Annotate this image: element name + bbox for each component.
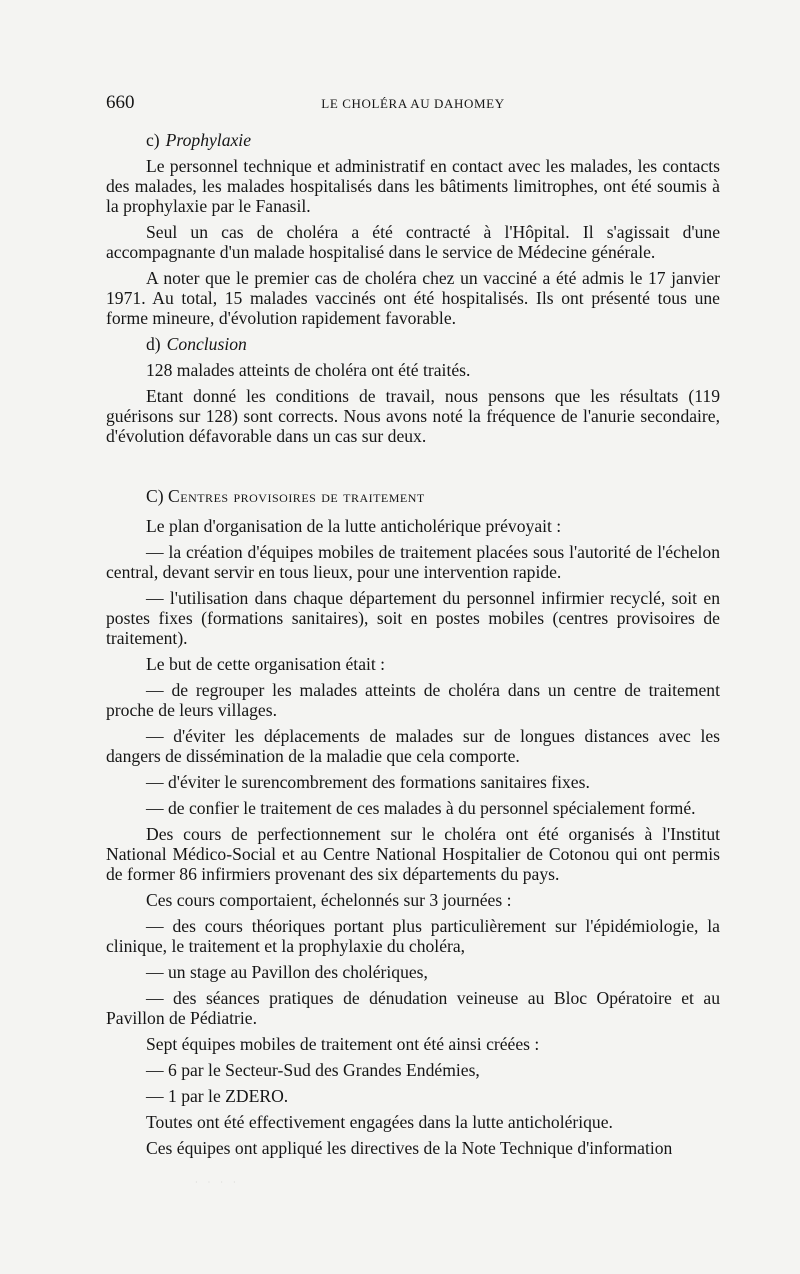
list-item: — 6 par le Secteur-Sud des Grandes Endémies,	[146, 1060, 480, 1080]
paragraph: 128 malades atteints de choléra ont été traités.	[146, 360, 471, 380]
paragraph: Le but de cette organisation était :	[146, 654, 386, 674]
subheading-label: d)	[146, 334, 161, 354]
body-text	[106, 130, 720, 1164]
list-item: — l'utilisation dans chaque département du personnel infirmier recyclé, soit en postes fixes (formations sanitaires), soit en postes mobiles (centres provisoires de traitement).	[106, 588, 720, 648]
subheading-prophylaxie	[146, 130, 720, 150]
subheading-title: Conclusion	[166, 334, 247, 354]
list-item: — la création d'équipes mobiles de traitement placées sous l'autorité de l'échelon central, devant servir en tous lieux, pour une intervention rapide.	[106, 542, 720, 582]
list-item: — un stage au Pavillon des cholériques,	[146, 962, 428, 982]
paragraph: Seul un cas de choléra a été contracté à l'Hôpital. Il s'agissait d'une accompagnante d'un malade hospitalisé dans le service de Médecine générale.	[106, 222, 720, 262]
paragraph: Le personnel technique et administratif en contact avec les malades, les contacts des malades, les malades hospitalisés dans les bâtiments limitrophes, ont été soumis à la prophylaxie par le Fanasil.	[106, 156, 720, 216]
page-number: 660	[106, 92, 135, 113]
paragraph: Ces cours comportaient, échelonnés sur 3 journées :	[146, 890, 512, 910]
paragraph: Ces équipes ont appliqué les directives de la Note Technique d'information	[146, 1138, 673, 1158]
list-item: — 1 par le ZDERO.	[146, 1086, 289, 1106]
list-item: — d'éviter les déplacements de malades sur de longues distances avec les dangers de dissémination de la maladie que cela comporte.	[106, 726, 720, 766]
list-item: — des cours théoriques portant plus particulièrement sur l'épidémiologie, la clinique, le traitement et la prophylaxie du choléra,	[106, 916, 720, 956]
list-item: — de regrouper les malades atteints de choléra dans un centre de traitement proche de leurs villages.	[106, 680, 720, 720]
section-heading	[146, 486, 720, 506]
list-item: — des séances pratiques de dénudation veineuse au Bloc Opératoire et au Pavillon de Pédiatrie.	[106, 988, 720, 1028]
paragraph: Sept équipes mobiles de traitement ont été ainsi créées :	[146, 1034, 540, 1054]
paragraph: Des cours de perfectionnement sur le choléra ont été organisés à l'Institut National Médico-Social et au Centre National Hospitalier de Cotonou qui ont permis de former 86 infirmiers provenant des six départements du pays.	[106, 824, 720, 884]
list-item: — de confier le traitement de ces malades à du personnel spécialement formé.	[146, 798, 696, 818]
list-item: — d'éviter le surencombrement des formations sanitaires fixes.	[146, 772, 590, 792]
running-header	[106, 92, 720, 118]
subheading-title: Prophylaxie	[165, 130, 252, 150]
subheading-label: c)	[146, 130, 160, 150]
paragraph: Toutes ont été effectivement engagées dans la lutte anticholérique.	[146, 1112, 613, 1132]
running-title: LE CHOLÉRA AU DAHOMEY	[321, 96, 505, 111]
paragraph: Etant donné les conditions de travail, nous pensons que les résultats (119 guérisons sur 128) sont corrects. Nous avons noté la fréquence de l'anurie secondaire, d'évolution défavorable dans un cas sur deux.	[106, 386, 720, 446]
section-title: Centres provisoires de traitement	[168, 486, 425, 506]
paragraph: Le plan d'organisation de la lutte anticholérique prévoyait :	[146, 516, 562, 536]
paragraph: A noter que le premier cas de choléra chez un vacciné a été admis le 17 janvier 1971. Au total, 15 malades vaccinés ont été hospitalisés. Ils ont présenté tous une forme mineure, d'évolution rapidement favorable.	[106, 268, 720, 328]
subheading-conclusion	[146, 334, 720, 354]
scan-smudge: · · · ·	[195, 1178, 240, 1187]
section-label: C)	[146, 486, 164, 506]
